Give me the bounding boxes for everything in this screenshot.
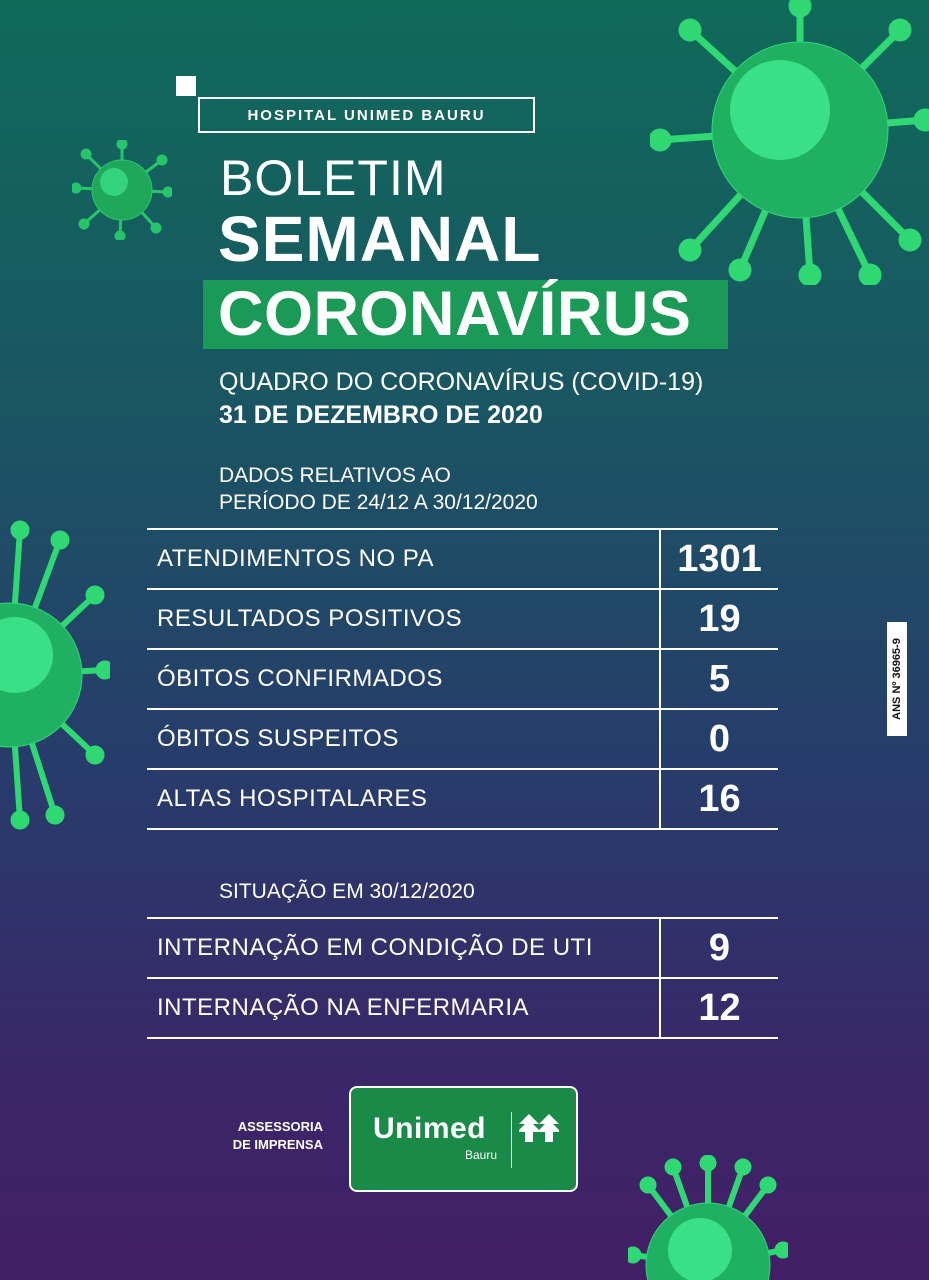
virus-illustration-small bbox=[72, 140, 172, 240]
table-row bbox=[147, 530, 778, 590]
situation-table bbox=[147, 917, 778, 1039]
table-row bbox=[147, 919, 778, 979]
table-row bbox=[147, 979, 778, 1039]
virus-illustration-top-right bbox=[650, 0, 929, 285]
situation-heading: SITUAÇÃO EM 30/12/2020 bbox=[219, 880, 475, 903]
logo-city: Bauru bbox=[465, 1148, 498, 1162]
row-value: 0 bbox=[659, 710, 778, 768]
ans-registration-tag bbox=[887, 622, 907, 736]
unimed-logo bbox=[349, 1086, 578, 1192]
period-line-1: DADOS RELATIVOS AO bbox=[219, 464, 451, 487]
hospital-name-box bbox=[198, 97, 535, 133]
row-label: ATENDIMENTOS NO PA bbox=[157, 545, 435, 572]
row-label: ÓBITOS CONFIRMADOS bbox=[157, 665, 443, 692]
title-semanal: SEMANAL bbox=[218, 203, 542, 275]
title-coronavirus: CORONAVÍRUS bbox=[218, 279, 692, 349]
row-label: INTERNAÇÃO EM CONDIÇÃO DE UTI bbox=[157, 934, 593, 961]
table-row bbox=[147, 710, 778, 770]
ans-registration: ANS Nº 36965-9 bbox=[891, 638, 904, 720]
table-row bbox=[147, 590, 778, 650]
row-label: RESULTADOS POSITIVOS bbox=[157, 605, 463, 632]
press-office-label bbox=[200, 1118, 323, 1154]
table-row bbox=[147, 770, 778, 830]
row-value: 1301 bbox=[659, 530, 778, 588]
corner-mark bbox=[176, 76, 196, 96]
row-label: INTERNAÇÃO NA ENFERMARIA bbox=[157, 994, 530, 1021]
title-boletim: BOLETIM bbox=[220, 150, 447, 206]
subtitle: QUADRO DO CORONAVÍRUS (COVID-19) bbox=[219, 368, 704, 396]
row-value: 12 bbox=[659, 979, 778, 1037]
weekly-stats-table bbox=[147, 528, 778, 830]
press-office-line-2: DE IMPRENSA bbox=[232, 1137, 323, 1152]
row-value: 16 bbox=[659, 770, 778, 828]
row-value: 19 bbox=[659, 590, 778, 648]
logo-divider bbox=[511, 1112, 512, 1168]
row-value: 9 bbox=[659, 919, 778, 977]
virus-illustration-left bbox=[0, 520, 110, 830]
press-office-line-1: ASSESSORIA bbox=[237, 1119, 323, 1134]
unimed-tree-icon bbox=[519, 1114, 559, 1144]
logo-name: Unimed bbox=[373, 1112, 487, 1145]
virus-illustration-bottom-right bbox=[628, 1155, 788, 1280]
hospital-name: HOSPITAL UNIMED BAURU bbox=[247, 106, 486, 124]
row-value: 5 bbox=[659, 650, 778, 708]
period-line-2: PERÍODO DE 24/12 A 30/12/2020 bbox=[219, 491, 538, 514]
bulletin-date: 31 DE DEZEMBRO DE 2020 bbox=[219, 401, 543, 429]
row-label: ÓBITOS SUSPEITOS bbox=[157, 725, 399, 752]
period-caption bbox=[219, 462, 538, 516]
table-row bbox=[147, 650, 778, 710]
row-label: ALTAS HOSPITALARES bbox=[157, 785, 428, 812]
